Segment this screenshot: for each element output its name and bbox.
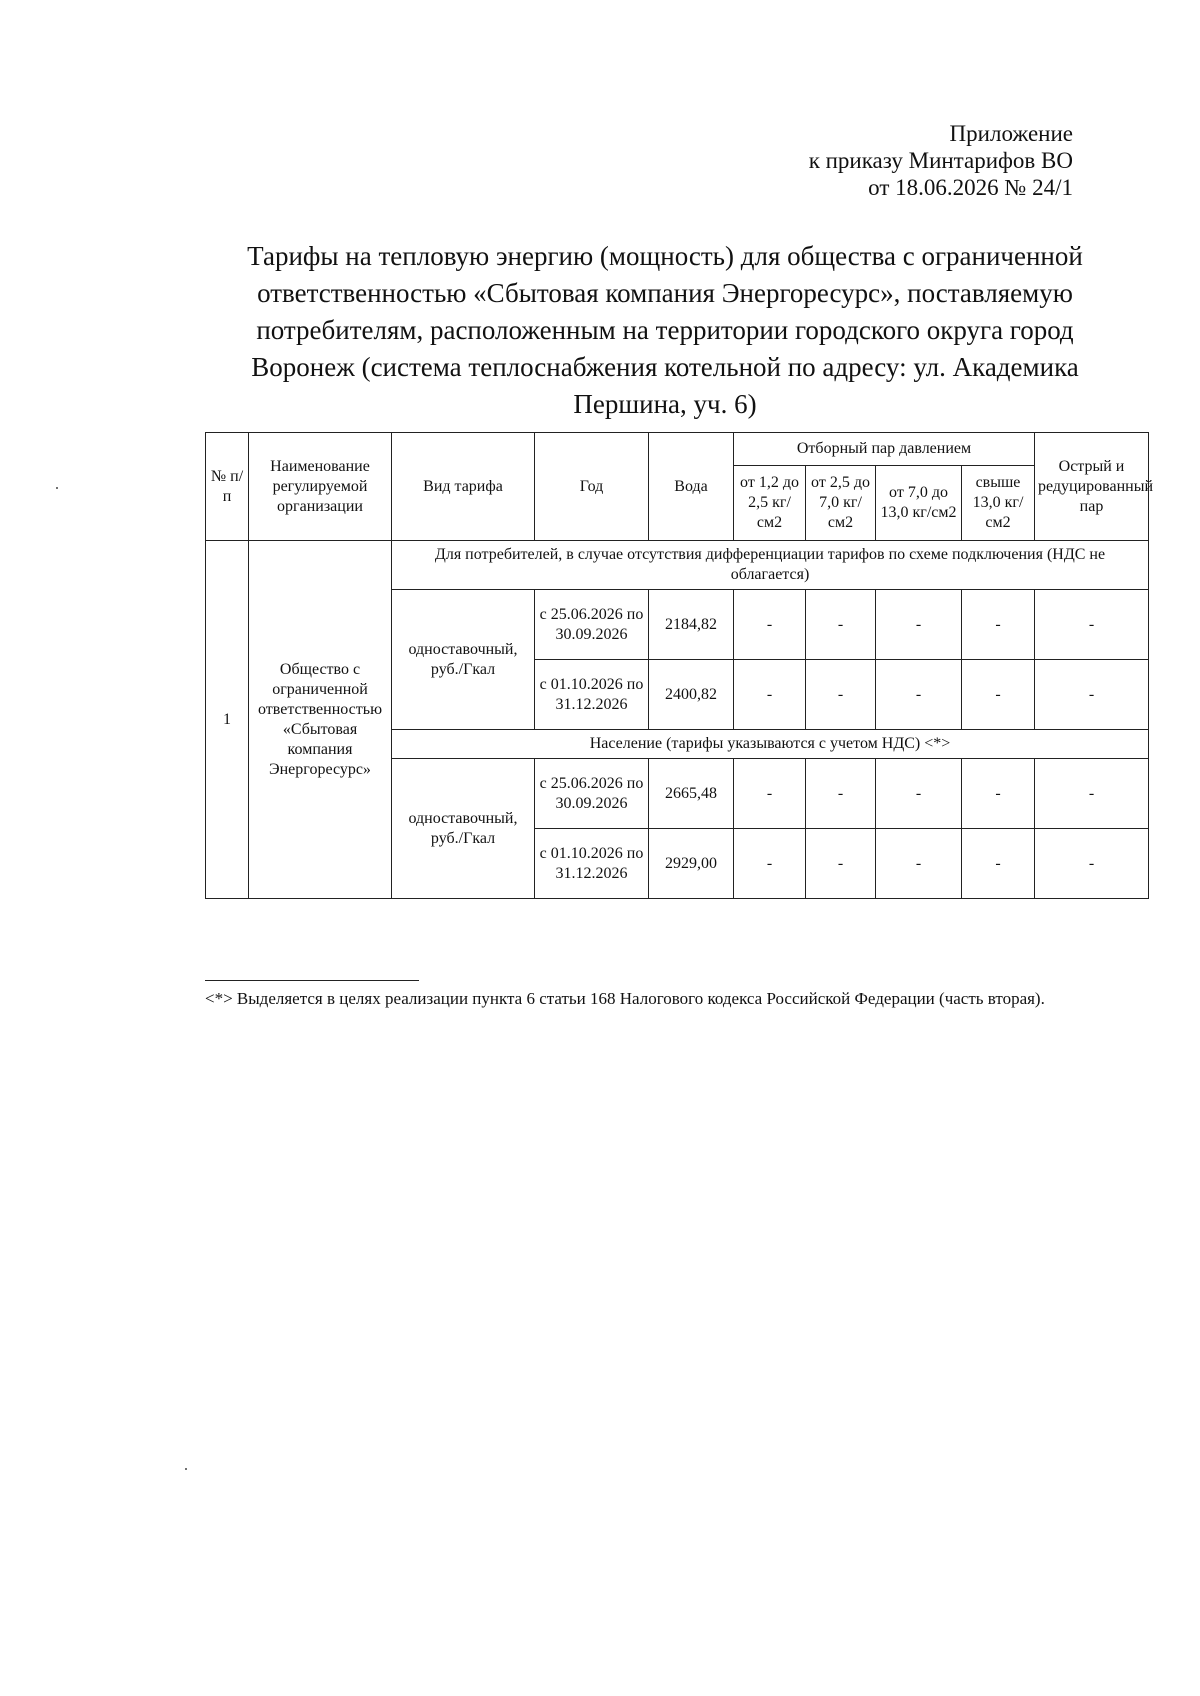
footnote-divider (205, 980, 419, 981)
header-water: Вода (649, 433, 734, 541)
section-title-2: Население (тарифы указываются с учетом НДС) <*> (392, 730, 1149, 759)
header-org: Наименование регулируемой организации (249, 433, 392, 541)
tariff-table (205, 432, 1154, 899)
header-steam-2: от 2,5 до 7,0 кг/см2 (806, 466, 876, 541)
header-tariff-type: Вид тарифа (392, 433, 535, 541)
period-cell: с 25.06.2026 по 30.09.2026 (535, 759, 649, 829)
tariff-type-cell-1: одноставочный, руб./Гкал (392, 590, 535, 730)
scan-speck (185, 1468, 187, 1470)
steam-1-cell: - (734, 829, 806, 899)
header-row-1 (206, 433, 1149, 466)
header-sharp-steam: Острый и редуцированный пар (1035, 433, 1149, 541)
water-cell: 2929,00 (649, 829, 734, 899)
section-row-1 (206, 541, 1149, 590)
steam-2-cell: - (806, 759, 876, 829)
water-cell: 2400,82 (649, 660, 734, 730)
steam-2-cell: - (806, 590, 876, 660)
appendix-line-2: к приказу Минтарифов ВО (808, 148, 1073, 173)
header-steam-3: от 7,0 до 13,0 кг/см2 (876, 466, 962, 541)
water-cell: 2665,48 (649, 759, 734, 829)
appendix-line-3: от 18.06.2026 № 24/1 (868, 175, 1073, 200)
steam-3-cell: - (876, 590, 962, 660)
steam-4-cell: - (962, 759, 1035, 829)
sharp-steam-cell: - (1035, 660, 1149, 730)
tariff-type-cell-2: одноставочный, руб./Гкал (392, 759, 535, 899)
steam-2-cell: - (806, 829, 876, 899)
header-num: № п/п (206, 433, 249, 541)
appendix-line-1: Приложение (949, 121, 1073, 146)
footnote: <*> Выделяется в целях реализации пункта 6 статьи 168 Налогового кодекса Российской Федерации (часть вторая). (205, 989, 1045, 1008)
period-cell: с 25.06.2026 по 30.09.2026 (535, 590, 649, 660)
steam-2-cell: - (806, 660, 876, 730)
document-title: Тарифы на тепловую энергию (мощность) для общества с ограниченной ответственностью «Сбытовая компания Энергоресурс», поставляемую потребителям, расположенным на территории городского округа город Воронеж (система теплоснабжения котельной по адресу: ул. Академика Першина, уч. 6) (247, 241, 1083, 419)
steam-4-cell: - (962, 590, 1035, 660)
steam-1-cell: - (734, 660, 806, 730)
header-year: Год (535, 433, 649, 541)
period-cell: с 01.10.2026 по 31.12.2026 (535, 829, 649, 899)
header-steam-1: от 1,2 до 2,5 кг/см2 (734, 466, 806, 541)
row-number: 1 (206, 541, 249, 899)
org-name: Общество с ограниченной ответственностью «Сбытовая компания Энергоресурс» (249, 541, 392, 899)
period-cell: с 01.10.2026 по 31.12.2026 (535, 660, 649, 730)
section-title-1: Для потребителей, в случае отсутствия дифференциации тарифов по схеме подключения (НДС не облагается) (392, 541, 1149, 590)
steam-3-cell: - (876, 660, 962, 730)
appendix-block (809, 120, 1073, 201)
steam-3-cell: - (876, 829, 962, 899)
sharp-steam-cell: - (1035, 829, 1149, 899)
steam-1-cell: - (734, 590, 806, 660)
steam-4-cell: - (962, 660, 1035, 730)
sharp-steam-cell: - (1035, 590, 1149, 660)
header-steam-group: Отборный пар давлением (734, 433, 1035, 466)
water-cell: 2184,82 (649, 590, 734, 660)
sharp-steam-cell: - (1035, 759, 1149, 829)
header-steam-4: свыше 13,0 кг/см2 (962, 466, 1035, 541)
steam-3-cell: - (876, 759, 962, 829)
steam-4-cell: - (962, 829, 1035, 899)
scan-speck (56, 487, 58, 489)
steam-1-cell: - (734, 759, 806, 829)
